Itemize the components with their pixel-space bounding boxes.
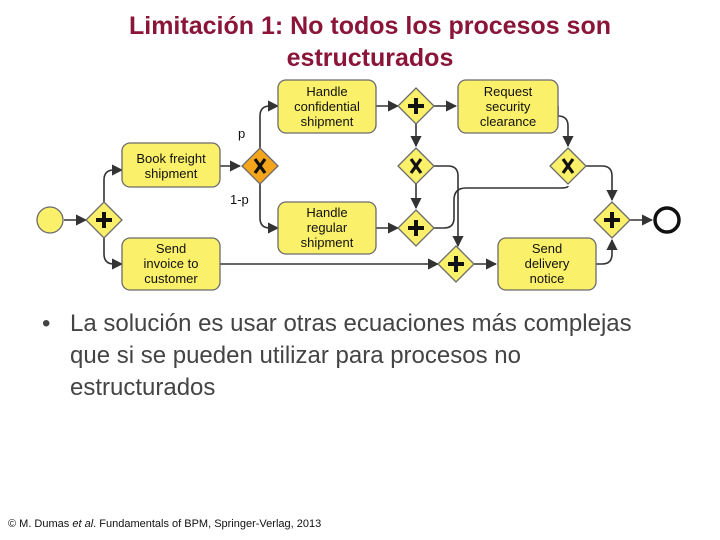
parallel-gateway-confidential [398, 88, 434, 124]
task-send-delivery-line-1: Send [531, 241, 563, 256]
bullet-marker: • [42, 310, 51, 337]
parallel-gateway-regular [398, 210, 434, 246]
task-handle-confidential-shipment [278, 80, 376, 133]
footer-suffix: . Fundamentals of BPM, Springer-Verlag, 2013 [93, 518, 322, 530]
parallel-join-gateway-notice [438, 246, 474, 282]
edge-label-p: p [238, 126, 246, 141]
task-request-security-line-1: Request [483, 84, 533, 99]
task-handle-regular-line-1: Handle [306, 205, 348, 220]
task-handle-confidential-line-2: confidential [294, 99, 360, 114]
task-request-security-line-3: clearance [479, 114, 537, 129]
task-send-invoice-to-customer [122, 238, 220, 290]
task-send-delivery-notice [498, 238, 596, 290]
task-book-freight-line-1: Book freight [136, 151, 206, 166]
task-handle-regular-line-2: regular [306, 220, 348, 235]
exclusive-gateway-middle [398, 148, 434, 184]
task-book-freight-line-2: shipment [144, 166, 198, 181]
edge-label-1-p: 1-p [230, 192, 249, 207]
task-handle-regular-shipment [278, 202, 376, 254]
task-send-delivery-line-3: notice [529, 271, 565, 286]
exclusive-split-gateway [242, 148, 278, 184]
footer-prefix: © M. Dumas [8, 518, 73, 530]
task-send-invoice-line-2: invoice to [143, 256, 199, 271]
task-send-delivery-line-2: delivery [524, 256, 570, 271]
footer-etal: et al [72, 518, 94, 530]
task-request-security-line-2: security [485, 99, 531, 114]
bullet-point [42, 308, 642, 404]
bullet-text: La solución es usar otras ecuaciones más complejas que si se pueden utilizar para procesos no estructurados [70, 310, 632, 401]
parallel-split-gateway [86, 202, 122, 238]
parallel-join-gateway-end [594, 202, 630, 238]
slide-title-line-1: Limitación 1: No todos los procesos son [128, 12, 611, 40]
task-handle-confidential-line-1: Handle [306, 84, 348, 99]
footer-citation [8, 518, 321, 530]
slide-title-line-2: estructurados [286, 44, 454, 72]
task-handle-confidential-line-3: shipment [300, 114, 354, 129]
task-send-invoice-line-1: Send [155, 241, 187, 256]
end-event [655, 208, 679, 232]
start-event [37, 207, 63, 233]
task-book-freight-shipment [122, 143, 220, 187]
task-request-security-clearance [458, 80, 558, 133]
task-handle-regular-line-3: shipment [300, 235, 354, 250]
exclusive-join-gateway [550, 148, 586, 184]
task-send-invoice-line-3: customer [144, 271, 198, 286]
